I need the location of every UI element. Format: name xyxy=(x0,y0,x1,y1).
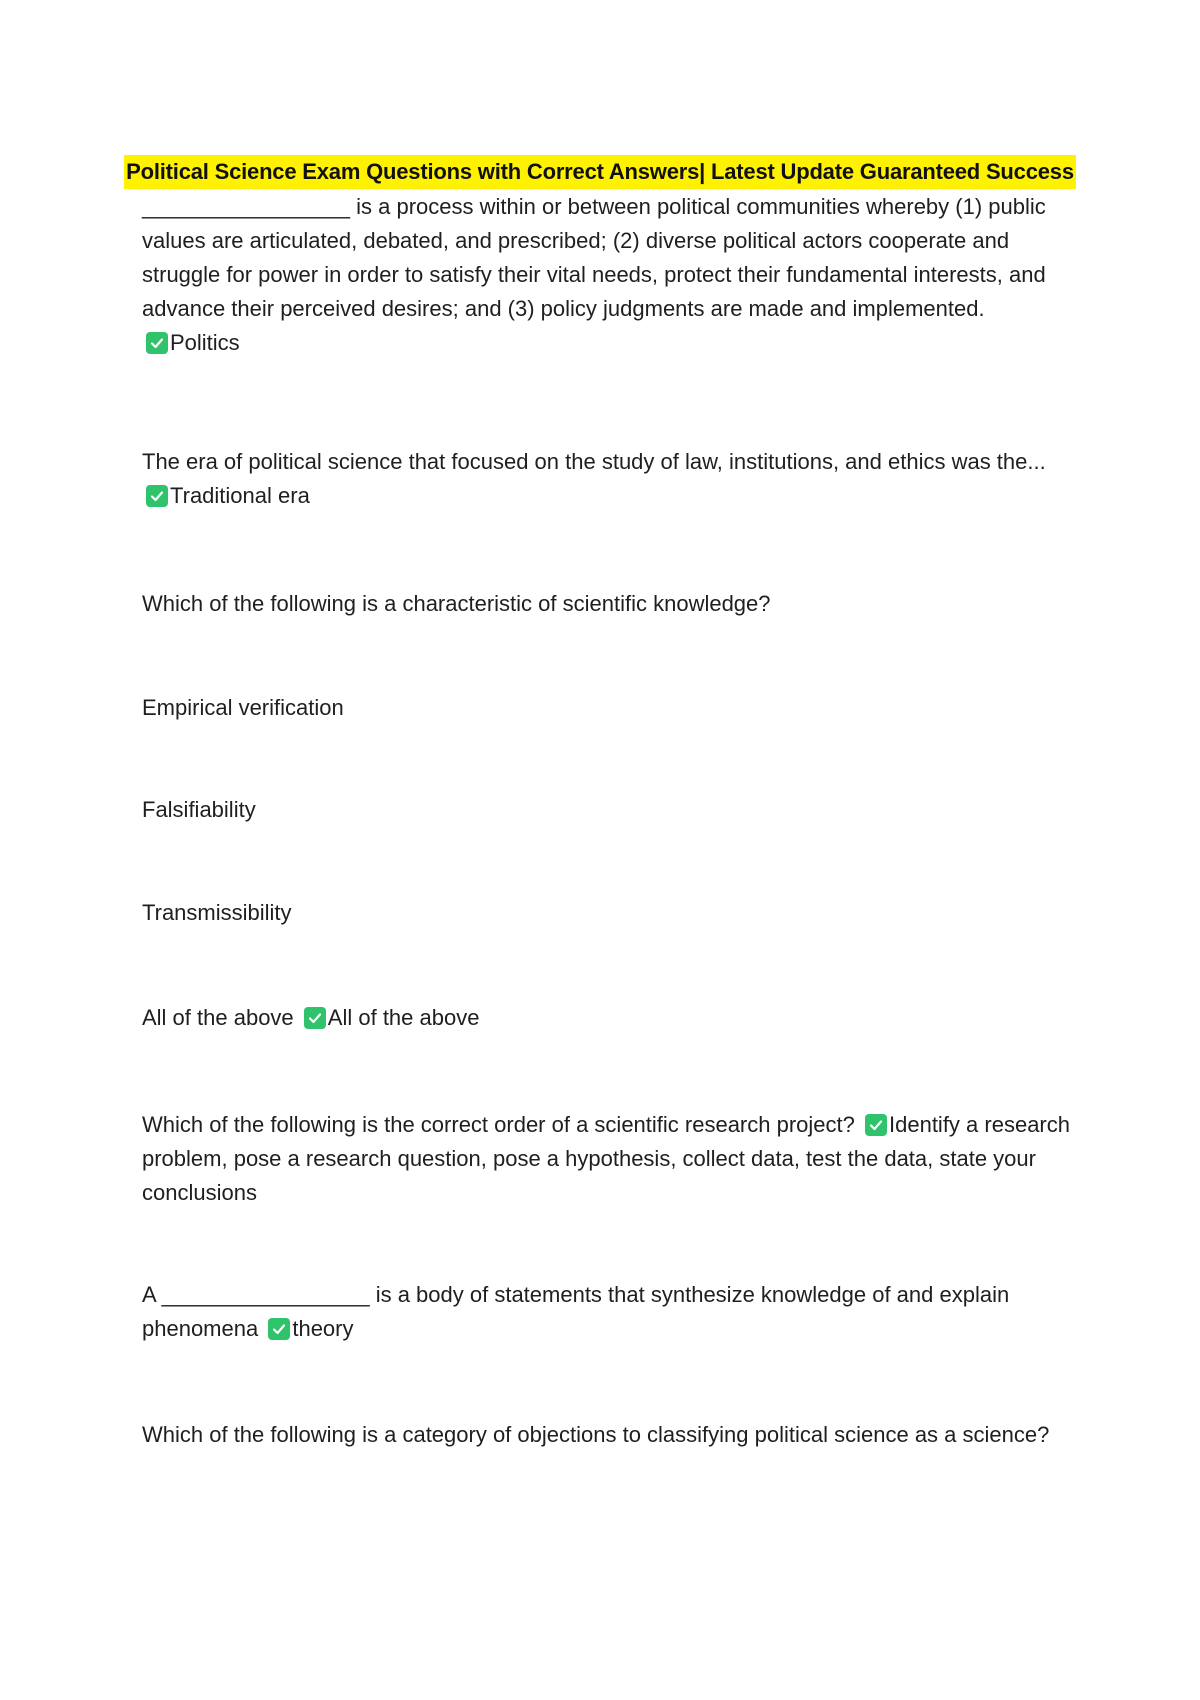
document-title: Political Science Exam Questions with Correct Answers| Latest Update Guaranteed Success xyxy=(124,155,1076,189)
check-icon xyxy=(865,1114,887,1136)
option-text: Transmissibility xyxy=(142,900,292,925)
question-2 xyxy=(142,445,1072,513)
question-6 xyxy=(142,1418,1072,1452)
question-text: Which of the following is the correct order of a scientific research project? xyxy=(142,1112,855,1137)
question-text: Which of the following is a category of objections to classifying political science as a science? xyxy=(142,1422,1050,1447)
title-wrapper xyxy=(0,155,1200,189)
fill-in-blank: _________________ xyxy=(142,194,351,219)
option-3 xyxy=(142,896,1072,930)
check-icon xyxy=(268,1318,290,1340)
question-1 xyxy=(142,190,1072,360)
option-4 xyxy=(142,1001,1072,1035)
check-icon xyxy=(304,1007,326,1029)
answer-text: All of the above xyxy=(327,1005,480,1030)
answer-text: Politics xyxy=(170,330,240,355)
check-icon xyxy=(146,332,168,354)
question-prefix: A xyxy=(142,1282,162,1307)
question-text: Which of the following is a characteristic of scientific knowledge? xyxy=(142,591,771,616)
question-text: The era of political science that focused on the study of law, institutions, and ethics was the... xyxy=(142,449,1046,474)
answer-text: theory xyxy=(292,1316,354,1341)
option-text: All of the above xyxy=(142,1005,294,1030)
fill-in-blank: _________________ xyxy=(161,1282,370,1307)
answer-text: Traditional era xyxy=(170,483,310,508)
option-text: Empirical verification xyxy=(142,695,344,720)
question-5 xyxy=(142,1278,1072,1346)
option-text: Falsifiability xyxy=(142,797,256,822)
question-text: is a process within or between political communities whereby (1) public values are articulated, debated, and prescribed; (2) diverse political actors cooperate and struggle for power in order to satisfy their vital needs, protect their fundamental interests, and advance their perceived desires; and (3) policy judgments are made and implemented. xyxy=(142,194,1046,321)
option-1 xyxy=(142,691,1072,725)
option-2 xyxy=(142,793,1072,827)
question-text: is a body of statements that synthesize knowledge of and explain phenomena xyxy=(142,1282,1010,1341)
question-3 xyxy=(142,587,1072,621)
check-icon xyxy=(146,485,168,507)
answer-text: Identify a research problem, pose a research question, pose a hypothesis, collect data, test the data, state your conclusions xyxy=(142,1112,1070,1205)
question-4 xyxy=(142,1108,1072,1210)
